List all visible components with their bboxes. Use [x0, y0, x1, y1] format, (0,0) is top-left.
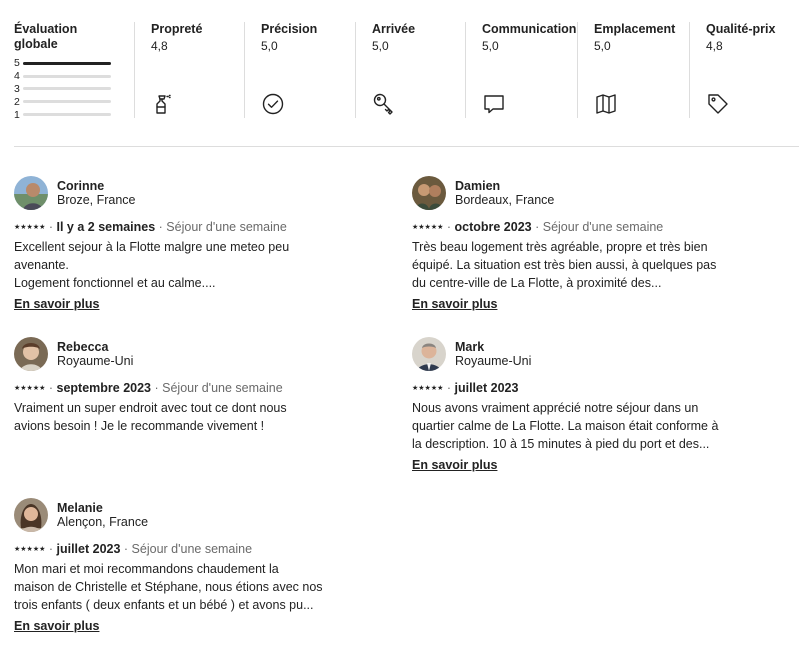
review-meta: ★★★★★ · octobre 2023 · Séjour d'une semaine [412, 220, 664, 234]
review-card [412, 337, 742, 474]
stay-length: Séjour d'une semaine [162, 381, 283, 395]
histogram-bar [23, 62, 111, 65]
review-date: juillet 2023 [454, 381, 519, 395]
category-divider [244, 22, 245, 118]
review-line: équipé. La situation est très bien aussi, à quelques pas [412, 258, 717, 273]
price-tag-icon [706, 92, 730, 116]
category-label: Qualité-prix [706, 22, 776, 36]
reviewer-location: Broze, France [57, 192, 136, 207]
review-line: Logement fonctionnel et au calme.... [14, 276, 216, 291]
star-rating: ★★★★★ [14, 546, 46, 553]
review-text [14, 399, 344, 435]
review-date: Il y a 2 semaines [56, 220, 156, 234]
histogram-row [14, 83, 114, 96]
star-rating: ★★★★★ [14, 385, 46, 392]
histogram-label: 2 [14, 95, 20, 108]
category-score: 4,8 [706, 39, 723, 53]
category-accuracy [244, 22, 354, 118]
category-score: 4,8 [151, 39, 168, 53]
reviewer-name: Corinne [57, 178, 105, 193]
review-line: quartier calme de La Flotte. La maison était conforme à [412, 419, 719, 434]
review-line: Nous avons vraiment apprécié notre séjour dans un [412, 401, 699, 415]
reviewer-location: Royaume-Uni [57, 353, 134, 368]
stay-length: Séjour d'une semaine [166, 220, 287, 234]
review-meta: ★★★★★ · juillet 2023 [412, 381, 519, 395]
overall-rating [14, 22, 134, 121]
review-line: Excellent sejour à la Flotte malgre une meteo peu [14, 240, 290, 254]
stay-length: Séjour d'une semaine [131, 542, 253, 556]
histogram-fill [23, 62, 111, 65]
histogram-bar [23, 75, 111, 78]
map-icon [594, 92, 618, 116]
review-line: Très beau logement très agréable, propre et très bien [412, 240, 708, 254]
category-cleanliness [134, 22, 244, 118]
category-divider [577, 22, 578, 118]
key-icon [372, 92, 396, 116]
category-divider [355, 22, 356, 118]
overall-rating-title: Évaluation globale [14, 22, 78, 51]
review-line: trois enfants ( deux enfants et un bébé ) et avons pu... [14, 598, 314, 613]
histogram-label: 1 [14, 108, 20, 121]
histogram-row [14, 95, 114, 108]
category-divider [134, 22, 135, 118]
histogram-row [14, 108, 114, 121]
spray-bottle-icon [151, 92, 175, 116]
avatar [14, 176, 48, 210]
review-text [14, 238, 344, 293]
category-label: Précision [261, 22, 318, 36]
reviewer-name: Mark [455, 339, 485, 354]
review-line: avenante. [14, 258, 69, 273]
review-meta: ★★★★★ · Il y a 2 semaines · Séjour d'une semaine [14, 220, 287, 234]
review-card [14, 498, 344, 635]
review-card [412, 176, 742, 313]
category-checkin [355, 22, 465, 118]
review-date: juillet 2023 [56, 542, 121, 556]
rating-histogram [14, 57, 114, 121]
read-more-link[interactable]: En savoir plus [412, 457, 498, 472]
category-score: 5,0 [261, 39, 278, 53]
read-more-link[interactable]: En savoir plus [14, 296, 100, 311]
histogram-label: 3 [14, 82, 20, 95]
review-line: maison de Christelle et Stéphane, nous étions avec nos [14, 580, 323, 595]
reviewer-location: Bordeaux, France [455, 192, 555, 207]
category-label: Emplacement [594, 22, 676, 36]
avatar [14, 498, 48, 532]
reviewer-name: Melanie [57, 500, 103, 515]
read-more-link[interactable]: En savoir plus [412, 296, 498, 311]
histogram-row [14, 70, 114, 83]
review-date: octobre 2023 [454, 220, 532, 234]
reviewer-name: Rebecca [57, 339, 109, 354]
reviewer-location: Alençon, France [57, 514, 149, 529]
avatar [14, 337, 48, 371]
review-meta: ★★★★★ · juillet 2023 · Séjour d'une semaine [14, 542, 253, 556]
star-rating: ★★★★★ [412, 385, 444, 392]
review-header [412, 176, 742, 210]
histogram-bar [23, 87, 111, 90]
review-header [412, 337, 742, 371]
speech-bubble-icon [482, 92, 506, 116]
category-divider [689, 22, 690, 118]
star-rating: ★★★★★ [412, 224, 444, 231]
review-line: Mon mari et moi recommandons chaudement la [14, 562, 279, 576]
category-value [689, 22, 800, 118]
section-divider [14, 146, 799, 147]
review-header [14, 337, 344, 371]
histogram-label: 5 [14, 57, 20, 70]
category-divider [465, 22, 466, 118]
histogram-bar [23, 100, 111, 103]
review-line: Vraiment un super endroit avec tout ce dont nous [14, 401, 287, 415]
review-line: la description. 10 à 15 minutes à pied du port et des... [412, 437, 710, 452]
review-line: du centre-ville de La Flotte, à proximité des... [412, 276, 662, 291]
avatar [412, 176, 446, 210]
category-communication [465, 22, 577, 118]
read-more-link[interactable]: En savoir plus [14, 618, 100, 633]
check-circle-icon [261, 92, 285, 116]
review-header [14, 498, 344, 532]
star-rating: ★★★★★ [14, 224, 46, 231]
category-label: Communication [482, 22, 577, 36]
review-text [412, 238, 742, 293]
category-label: Arrivée [372, 22, 416, 36]
histogram-bar [23, 113, 111, 116]
review-text [412, 399, 742, 454]
category-score: 5,0 [372, 39, 389, 53]
category-label: Propreté [151, 22, 203, 36]
ratings-summary [14, 22, 800, 121]
review-header [14, 176, 344, 210]
category-score: 5,0 [594, 39, 611, 53]
review-line: avions besoin ! Je le recommande vivement ! [14, 419, 265, 434]
histogram-row [14, 57, 114, 70]
histogram-label: 4 [14, 70, 20, 83]
category-location [577, 22, 689, 118]
stay-length: Séjour d'une semaine [542, 220, 664, 234]
review-meta: ★★★★★ · septembre 2023 · Séjour d'une semaine [14, 381, 283, 395]
reviewer-name: Damien [455, 178, 501, 193]
reviewer-location: Royaume-Uni [455, 353, 532, 368]
avatar [412, 337, 446, 371]
review-card [14, 337, 344, 435]
review-text [14, 560, 344, 615]
review-date: septembre 2023 [56, 381, 152, 395]
review-card [14, 176, 344, 313]
category-score: 5,0 [482, 39, 499, 53]
